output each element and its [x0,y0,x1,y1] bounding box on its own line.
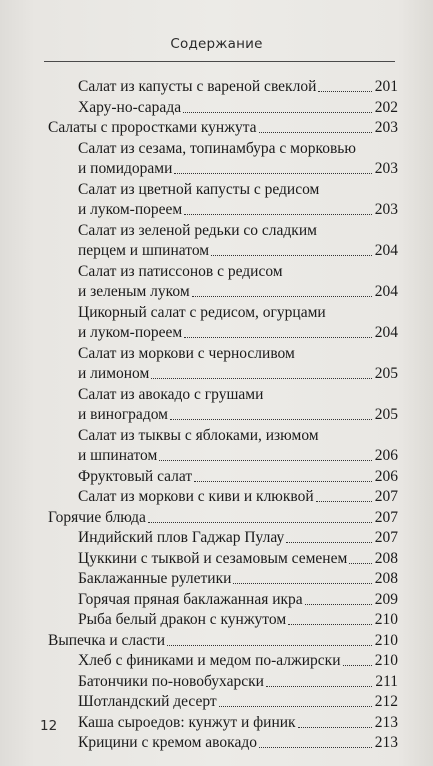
toc-entry-title: Салат из сезама, топинамбура с морковью [78,139,356,157]
toc-entry-title: Шотландский десерт [78,693,217,710]
toc-entry [78,343,398,363]
toc-page-number: 206 [374,447,398,464]
toc-section-entry [48,117,398,137]
toc-entry [78,322,398,342]
toc-dot-leader [259,132,372,133]
toc-dot-leader [298,727,372,728]
toc-entry [78,363,398,383]
toc-dot-leader [159,460,372,461]
toc-entry [78,466,398,486]
toc-page-number: 206 [374,467,398,485]
toc-entry [78,138,398,158]
toc-entry [78,568,398,588]
toc-entry-title: Крицини с кремом авокадо [78,734,257,751]
toc-page-number: 201 [374,78,398,95]
toc-page-number: 209 [374,590,398,608]
toc-page-number: 207 [374,488,398,505]
toc-dot-leader [192,296,372,297]
toc-page-number: 202 [374,98,398,116]
toc-entry-title: Каша сыроедов: кунжут и финик [78,713,296,731]
toc-section-entry [48,507,398,527]
toc-entry-title: Фруктовый салат [78,467,193,485]
toc-page-number: 204 [374,324,398,341]
toc-entry-title: и шпинатом [78,447,158,464]
toc-page-number: 210 [374,652,398,669]
toc-entry-title: и луком-пореем [78,324,183,341]
toc-entry-title: Салат из цветной капусты с редисом [78,180,320,198]
toc-entry [78,220,398,240]
toc-page-number: 203 [374,201,398,218]
running-head: Содержание [170,36,263,52]
toc-entry-title: Салат из моркови с черносливом [78,344,295,362]
toc-entry-title: Горячие блюда [48,508,146,526]
toc-entry [78,445,398,465]
toc-dot-leader [266,686,372,687]
toc-dot-leader [174,173,372,174]
toc-entry [78,158,398,178]
toc-entry [78,712,398,732]
toc-entry-title: Выпечка и сласти [48,631,165,649]
toc-entry-title: Салат из патиссонов с редисом [78,262,283,280]
toc-entry-title: Баклажанные рулетики [78,570,232,587]
toc-page-number: 211 [375,672,398,690]
toc-entry [78,199,398,219]
toc-page-number: 203 [374,160,398,177]
toc-page-number: 213 [374,713,398,731]
toc-page-number: 205 [374,365,398,382]
toc-page-number: 210 [374,611,398,628]
toc-entry-title: Салат из зеленой редьки со сладким [78,221,317,239]
toc-entry-title: Индийский плов Гаджар Пулау [78,529,285,546]
toc-entry [78,384,398,404]
toc-entry-title: перцем и шпинатом [78,242,210,259]
toc-entry-title: Салат из тыквы с яблоками, изюмом [78,426,319,444]
toc-entry-title: Салат из моркови с киви и клюквой [78,488,314,505]
toc-entry [78,76,398,96]
toc-page-number: 213 [374,734,398,751]
toc-entry-title: Рыба белый дракон с кунжутом [78,611,287,628]
toc-dot-leader [288,624,372,625]
toc-dot-leader [259,747,372,748]
toc-entry [78,732,398,752]
toc-entry [78,97,398,117]
toc-entry-title: Салат из капусты с вареной свеклой [78,78,317,95]
toc-entry [78,650,398,670]
toc-dot-leader [194,481,372,482]
toc-dot-leader [343,665,372,666]
toc-page-number: 210 [374,631,398,649]
toc-page-number: 205 [374,406,398,423]
toc-page-number: 207 [374,508,398,526]
toc-page-number: 203 [374,119,398,136]
toc-entry [78,240,398,260]
toc-entry-title: Батончики по-новобухарски [78,672,264,690]
toc-dot-leader [286,542,372,543]
toc-entry-title: Горячая пряная баклажанная икра [78,590,303,608]
toc-dot-leader [349,563,372,564]
toc-page-number: 204 [374,283,398,300]
toc-entry [78,609,398,629]
toc-page-number: 208 [374,549,398,567]
toc-entry-title: и помидорами [78,160,173,177]
toc-page-number: 212 [374,693,398,710]
toc-entry [78,281,398,301]
toc-page-number: 208 [374,570,398,587]
toc-entry [78,404,398,424]
toc-dot-leader [184,214,372,215]
toc-entry [78,302,398,322]
toc-dot-leader [211,255,372,256]
toc-entry [78,691,398,711]
toc-dot-leader [151,378,372,379]
toc-page-number: 207 [374,529,398,546]
toc-entry [78,589,398,609]
toc-entry-title: и виноградом [78,406,168,423]
toc-entry [78,671,398,691]
toc-dot-leader [305,604,372,605]
toc-entry [78,425,398,445]
page-number: 12 [40,718,58,734]
toc-entry-title: Цуккини с тыквой и сезамовым семенем [78,549,348,567]
toc-dot-leader [148,522,372,523]
toc-entry-title: и луком-пореем [78,201,183,218]
toc-dot-leader [316,501,372,502]
toc-dot-leader [167,645,372,646]
toc-entry-title: Хлеб с финиками и медом по-алжирски [78,652,341,669]
toc-dot-leader [219,706,372,707]
toc-entry [78,486,398,506]
toc-entry-title: и лимоном [78,365,150,382]
toc-entry-title: Салат из авокадо с грушами [78,385,264,403]
toc-dot-leader [233,583,372,584]
header-divider [44,61,395,62]
toc-entry [78,527,398,547]
toc-entry [78,548,398,568]
toc-entry [78,261,398,281]
toc-section-entry [48,630,398,650]
toc-entry-title: Хару-но-сарада [78,98,182,116]
toc-entry [78,179,398,199]
toc-dot-leader [170,419,372,420]
toc-dot-leader [184,337,372,338]
toc-dot-leader [183,112,372,113]
toc-entry-title: Цикорный салат с редисом, огурцами [78,303,326,321]
toc-entry-title: Салаты с проростками кунжута [48,119,257,136]
toc-entry-title: и зеленым луком [78,283,190,300]
toc-page-number: 204 [374,242,398,259]
toc-dot-leader [318,91,372,92]
